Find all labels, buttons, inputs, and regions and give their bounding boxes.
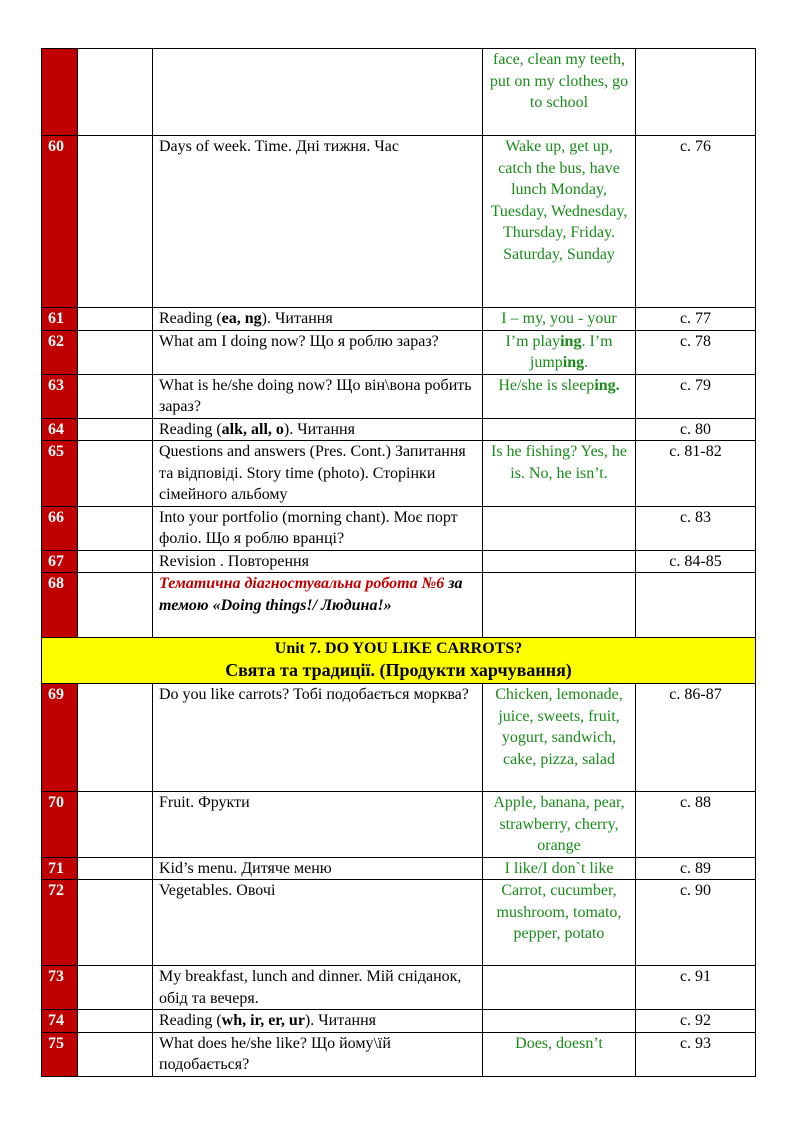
table-row <box>42 792 756 858</box>
lesson-vocabulary: I like/I don`t like <box>483 857 636 880</box>
lesson-vocabulary: Wake up, get up, catch the bus, have lunch Monday, Tuesday, Wednesday, Thursday, Friday. Saturday, Sunday <box>483 136 636 308</box>
lesson-topic <box>153 573 483 638</box>
lesson-topic <box>153 49 483 136</box>
lesson-topic <box>153 1010 483 1033</box>
vocab-text: I’m play <box>505 332 561 350</box>
vocab-suffix: ing <box>560 332 582 350</box>
date-cell <box>78 684 153 792</box>
lesson-pages: с. 84-85 <box>636 550 756 573</box>
unit-header-row <box>42 638 756 684</box>
lesson-number: 63 <box>42 374 78 418</box>
lesson-number: 74 <box>42 1010 78 1033</box>
table-row <box>42 684 756 792</box>
lesson-number: 65 <box>42 441 78 507</box>
lesson-vocabulary <box>483 573 636 638</box>
lesson-pages: с. 80 <box>636 418 756 441</box>
vocab-suffix: ing <box>562 354 585 371</box>
table-row <box>42 573 756 638</box>
lesson-number: 70 <box>42 792 78 858</box>
vocab-suffix: ing. <box>594 376 620 394</box>
table-row <box>42 506 756 550</box>
lesson-topic: Vegetables. Овочі <box>153 880 483 966</box>
lesson-vocabulary <box>483 1010 636 1033</box>
table-row <box>42 136 756 308</box>
date-cell <box>78 550 153 573</box>
lesson-pages: с. 90 <box>636 880 756 966</box>
lesson-vocabulary: face, clean my teeth, put on my clothes, go to school <box>483 49 636 136</box>
unit-title: Unit 7. DO YOU LIKE CARROTS? <box>274 640 523 657</box>
date-cell <box>78 136 153 308</box>
lesson-topic: Kid’s menu. Дитяче меню <box>153 857 483 880</box>
test-title: Тематична діагностувальна робота №6 <box>159 575 445 592</box>
lesson-number: 75 <box>42 1032 78 1076</box>
topic-text: ). Читання <box>304 1012 376 1029</box>
table-row <box>42 1032 756 1076</box>
lesson-vocabulary <box>483 966 636 1010</box>
lesson-number: 62 <box>42 330 78 374</box>
lesson-pages: с. 76 <box>636 136 756 308</box>
vocab-text: . I’m jump <box>529 332 613 371</box>
lesson-number: 66 <box>42 506 78 550</box>
date-cell <box>78 506 153 550</box>
lesson-pages <box>636 573 756 638</box>
table-row <box>42 374 756 418</box>
lesson-pages: с. 88 <box>636 792 756 858</box>
date-cell <box>78 330 153 374</box>
lesson-vocabulary <box>483 418 636 441</box>
lesson-topic: Fruit. Фрукти <box>153 792 483 858</box>
lesson-pages: с. 93 <box>636 1032 756 1076</box>
lesson-number <box>42 49 78 136</box>
lesson-topic: What is he/she doing now? Що він\вона робить зараз? <box>153 374 483 418</box>
date-cell <box>78 49 153 136</box>
date-cell <box>78 374 153 418</box>
date-cell <box>78 857 153 880</box>
lesson-number: 72 <box>42 880 78 966</box>
lesson-vocabulary <box>483 330 636 374</box>
table-row <box>42 49 756 136</box>
date-cell <box>78 1032 153 1076</box>
lesson-number: 73 <box>42 966 78 1010</box>
lesson-number: 69 <box>42 684 78 792</box>
lesson-topic: Questions and answers (Pres. Cont.) Запитання та відповіді. Story time (photo). Сторінки сімейного альбому <box>153 441 483 507</box>
lesson-pages: с. 92 <box>636 1010 756 1033</box>
topic-letters: ea, ng <box>221 310 262 327</box>
lesson-number: 71 <box>42 857 78 880</box>
topic-text: Reading ( <box>159 1012 222 1029</box>
table-row <box>42 308 756 331</box>
lesson-vocabulary: Does, doesn’t <box>483 1032 636 1076</box>
date-cell <box>78 966 153 1010</box>
lesson-number: 60 <box>42 136 78 308</box>
lesson-topic: Days of week. Time. Дні тижня. Час <box>153 136 483 308</box>
lesson-vocabulary: Apple, banana, pear, strawberry, cherry, orange <box>483 792 636 858</box>
test-subject: за темою «Doing things!/ Людина!» <box>159 575 463 614</box>
lesson-vocabulary: Chicken, lemonade, juice, sweets, fruit, yogurt, sandwich, cake, pizza, salad <box>483 684 636 792</box>
lesson-number: 68 <box>42 573 78 638</box>
lesson-pages: с. 83 <box>636 506 756 550</box>
lesson-number: 64 <box>42 418 78 441</box>
table-row <box>42 1010 756 1033</box>
date-cell <box>78 880 153 966</box>
lesson-pages <box>636 49 756 136</box>
lesson-topic: Into your portfolio (morning chant). Моє порт фоліо. Що я роблю вранці? <box>153 506 483 550</box>
lesson-topic: What am I doing now? Що я роблю зараз? <box>153 330 483 374</box>
lesson-plan-table <box>41 48 756 1077</box>
vocab-text: He/she is sleep <box>498 376 595 394</box>
lesson-pages: с. 91 <box>636 966 756 1010</box>
topic-letters: wh, ir, er, ur <box>221 1012 305 1029</box>
date-cell <box>78 792 153 858</box>
lesson-number: 61 <box>42 308 78 331</box>
date-cell <box>78 418 153 441</box>
table-row <box>42 418 756 441</box>
lesson-pages: с. 77 <box>636 308 756 331</box>
lesson-topic: What does he/she like? Що йому\їй подобається? <box>153 1032 483 1076</box>
lesson-vocabulary: Is he fishing? Yes, he is. No, he isn’t. <box>483 441 636 507</box>
lesson-number: 67 <box>42 550 78 573</box>
lesson-pages: с. 86-87 <box>636 684 756 792</box>
lesson-topic: My breakfast, lunch and dinner. Мій сніданок, обід та вечеря. <box>153 966 483 1010</box>
table-row <box>42 550 756 573</box>
lesson-pages: с. 79 <box>636 374 756 418</box>
lesson-vocabulary: Carrot, cucumber, mushroom, tomato, pepper, potato <box>483 880 636 966</box>
table-row <box>42 966 756 1010</box>
vocab-text: . <box>584 354 589 371</box>
topic-letters: alk, all, o <box>221 420 284 438</box>
lesson-vocabulary: I – my, you - your <box>483 308 636 331</box>
table-row <box>42 441 756 507</box>
lesson-pages: с. 89 <box>636 857 756 880</box>
lesson-pages: с. 78 <box>636 330 756 374</box>
table-row <box>42 857 756 880</box>
topic-text: Reading ( <box>159 420 222 438</box>
lesson-pages: с. 81-82 <box>636 441 756 507</box>
date-cell <box>78 441 153 507</box>
unit-subtitle: Свята та традиції. (Продукти харчування) <box>225 660 572 680</box>
unit-header <box>42 638 756 684</box>
topic-text: ). Читання <box>261 310 333 327</box>
table-row <box>42 880 756 966</box>
topic-text: Reading ( <box>159 310 222 327</box>
lesson-topic <box>153 418 483 441</box>
date-cell <box>78 308 153 331</box>
lesson-topic <box>153 308 483 331</box>
table-row <box>42 330 756 374</box>
lesson-topic: Revision . Повторення <box>153 550 483 573</box>
lesson-vocabulary <box>483 506 636 550</box>
date-cell <box>78 573 153 638</box>
lesson-topic: Do you like carrots? Тобі подобається морква? <box>153 684 483 792</box>
date-cell <box>78 1010 153 1033</box>
lesson-vocabulary <box>483 550 636 573</box>
lesson-vocabulary <box>483 374 636 418</box>
topic-text: ). Читання <box>283 420 355 438</box>
